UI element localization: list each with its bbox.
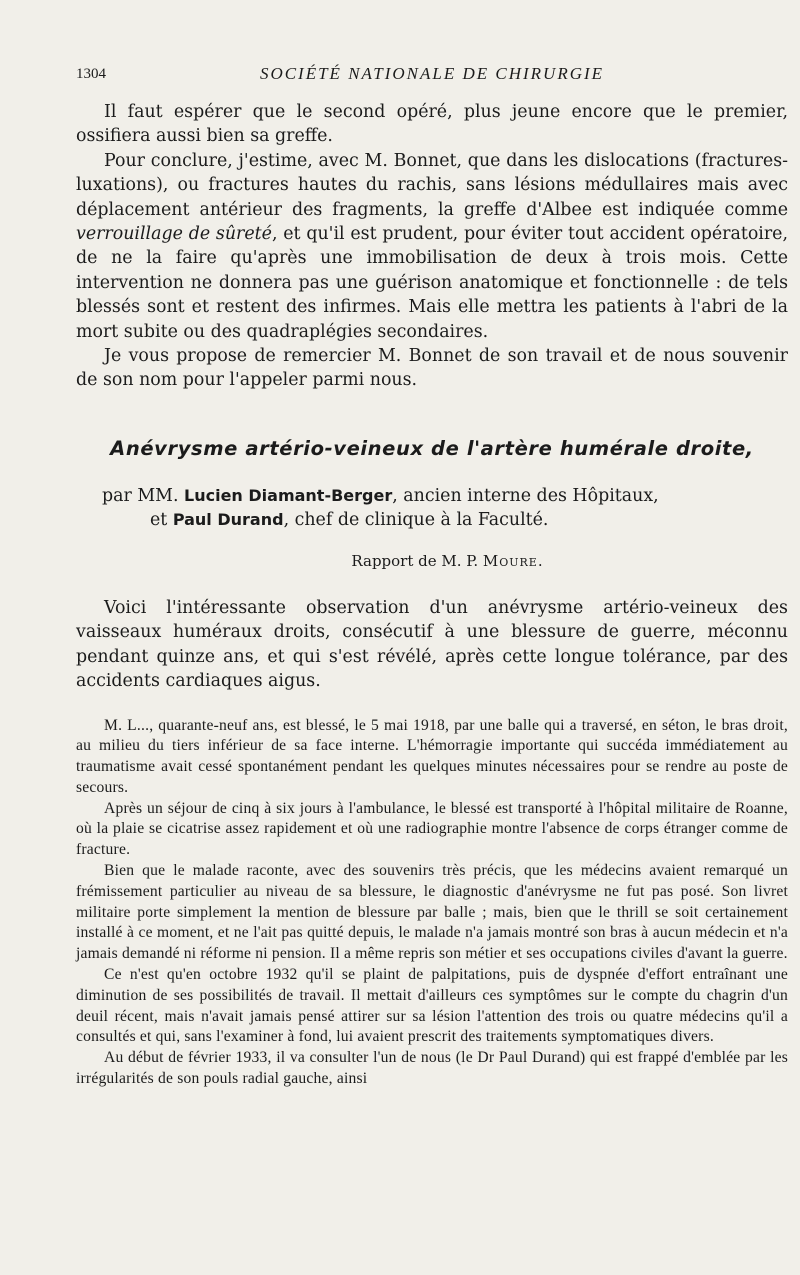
page (76, 58, 788, 1268)
conclusion-text-a: Pour conclure, j'estime, avec M. Bonnet, que dans les dislocations (fractures-luxations), ou fractures hautes du rachis, sans lésions médullaires mais avec déplacement antérieur des fragments, la greffe d'Albee est indiquée comme (76, 150, 788, 220)
intro-paragraph: Voici l'intéressante observation d'un anévrysme artério-veineux des vaisseaux huméraux droits, consécutif à une blessure de guerre, méconnu pendant quinze ans, et qui s'est révélé, après cette longue tolérance, par des accidents cardiaques aigus. (76, 597, 788, 692)
case-paragraph-5: Au début de février 1933, il va consulter l'un de nous (le Dr Paul Durand) qui est frappé d'emblée par les irrégularités de son pouls radial gauche, ainsi (76, 1049, 788, 1088)
case-paragraph-2: Après un séjour de cinq à six jours à l'ambulance, le blessé est transporté à l'hôpital militaire de Roanne, où la plaie se cicatrise assez rapidement et où une radiographie montre l'absence de corps étranger comme de fracture. (76, 799, 788, 859)
byline-prefix: par MM. (102, 485, 185, 506)
author-1-role: , ancien interne des Hôpitaux, (392, 485, 659, 506)
conclusion-paragraph-2 (76, 149, 788, 344)
running-head (76, 58, 788, 88)
case-paragraph-1: M. L..., quarante-neuf ans, est blessé, le 5 mai 1918, par une balle qui a traversé, en séton, le bras droit, au milieu du tiers inférieur de sa face interne. L'hémorragie importante qui succéda immédiatement au traumatisme avait cessé spontanément pendant les quelques minutes nécessaires pour se rendre au poste de secours. (76, 716, 788, 796)
article-title: Anévrysme artério-veineux de l'artère humérale droite, (110, 436, 754, 460)
conclusion-paragraph-1: Il faut espérer que le second opéré, plus jeune encore que le premier, ossifiera aussi bien sa greffe. (76, 102, 788, 147)
byline (76, 484, 788, 532)
byline-line-2 (102, 508, 788, 532)
page-number: 1304 (76, 66, 106, 82)
case-report (76, 716, 788, 1090)
case-paragraph-4: Ce n'est qu'en octobre 1932 qu'il se plaint de palpitations, puis de dyspnée d'effort entraînant une diminution de ses possibilités de travail. Il mettait d'ailleurs ces symptômes sur le compte du chagrin d'un deuil récent, mais n'avait jamais pensé attirer sur sa lésion l'attention des trois ou quatre médecins qu'il a consultés et qui, sans l'examiner à fond, lui avaient prescrit des traitements symptomatiques divers. (76, 966, 788, 1046)
intro-section (76, 596, 788, 694)
byline-join: et (150, 509, 173, 530)
reporter-name: Moure (482, 551, 538, 570)
author-1: Lucien Diamant-Berger (184, 485, 393, 505)
emphasis-verrouillage: verrouillage de sûreté (76, 224, 272, 245)
conclusion-text-b: , et qu'il est prudent, pour éviter tout accident opératoire, de ne la faire qu'après une immobilisation de deux à trois mois. Cette intervention ne donnera pas une guérison anatomique et fonctionnelle : de tels blessés sont et restent des infirmes. Mais elle mettra les patients à l'abri de la mort subite ou des quadraplégies secondaires. (76, 224, 788, 342)
conclusion-section (76, 100, 788, 393)
report-line (76, 552, 788, 570)
report-suffix: . (537, 551, 543, 570)
author-2-role: , chef de clinique à la Faculté. (283, 509, 549, 530)
conclusion-paragraph-3: Je vous propose de remercier M. Bonnet de son travail et de nous souvenir de son nom pour l'appeler parmi nous. (76, 346, 788, 391)
journal-title: SOCIÉTÉ NATIONALE DE CHIRURGIE (259, 64, 605, 83)
report-prefix: Rapport de M. P. (351, 551, 483, 570)
case-paragraph-3: Bien que le malade raconte, avec des souvenirs très précis, que les médecins avaient remarqué un frémissement particulier au niveau de sa blessure, le diagnostic d'anévrysme ne fut pas posé. Son livret militaire porte simplement la mention de blessure par balle ; mais, bien que le thrill se soit certainement installé à ce moment, et ne l'ait pas quitté depuis, le malade n'a jamais montré son bras à aucun médecin et n'a jamais demandé ni réforme ni pension. Il a même repris son métier et ses occupations civiles d'avant la guerre. (76, 862, 788, 963)
author-2: Paul Durand (172, 509, 284, 529)
